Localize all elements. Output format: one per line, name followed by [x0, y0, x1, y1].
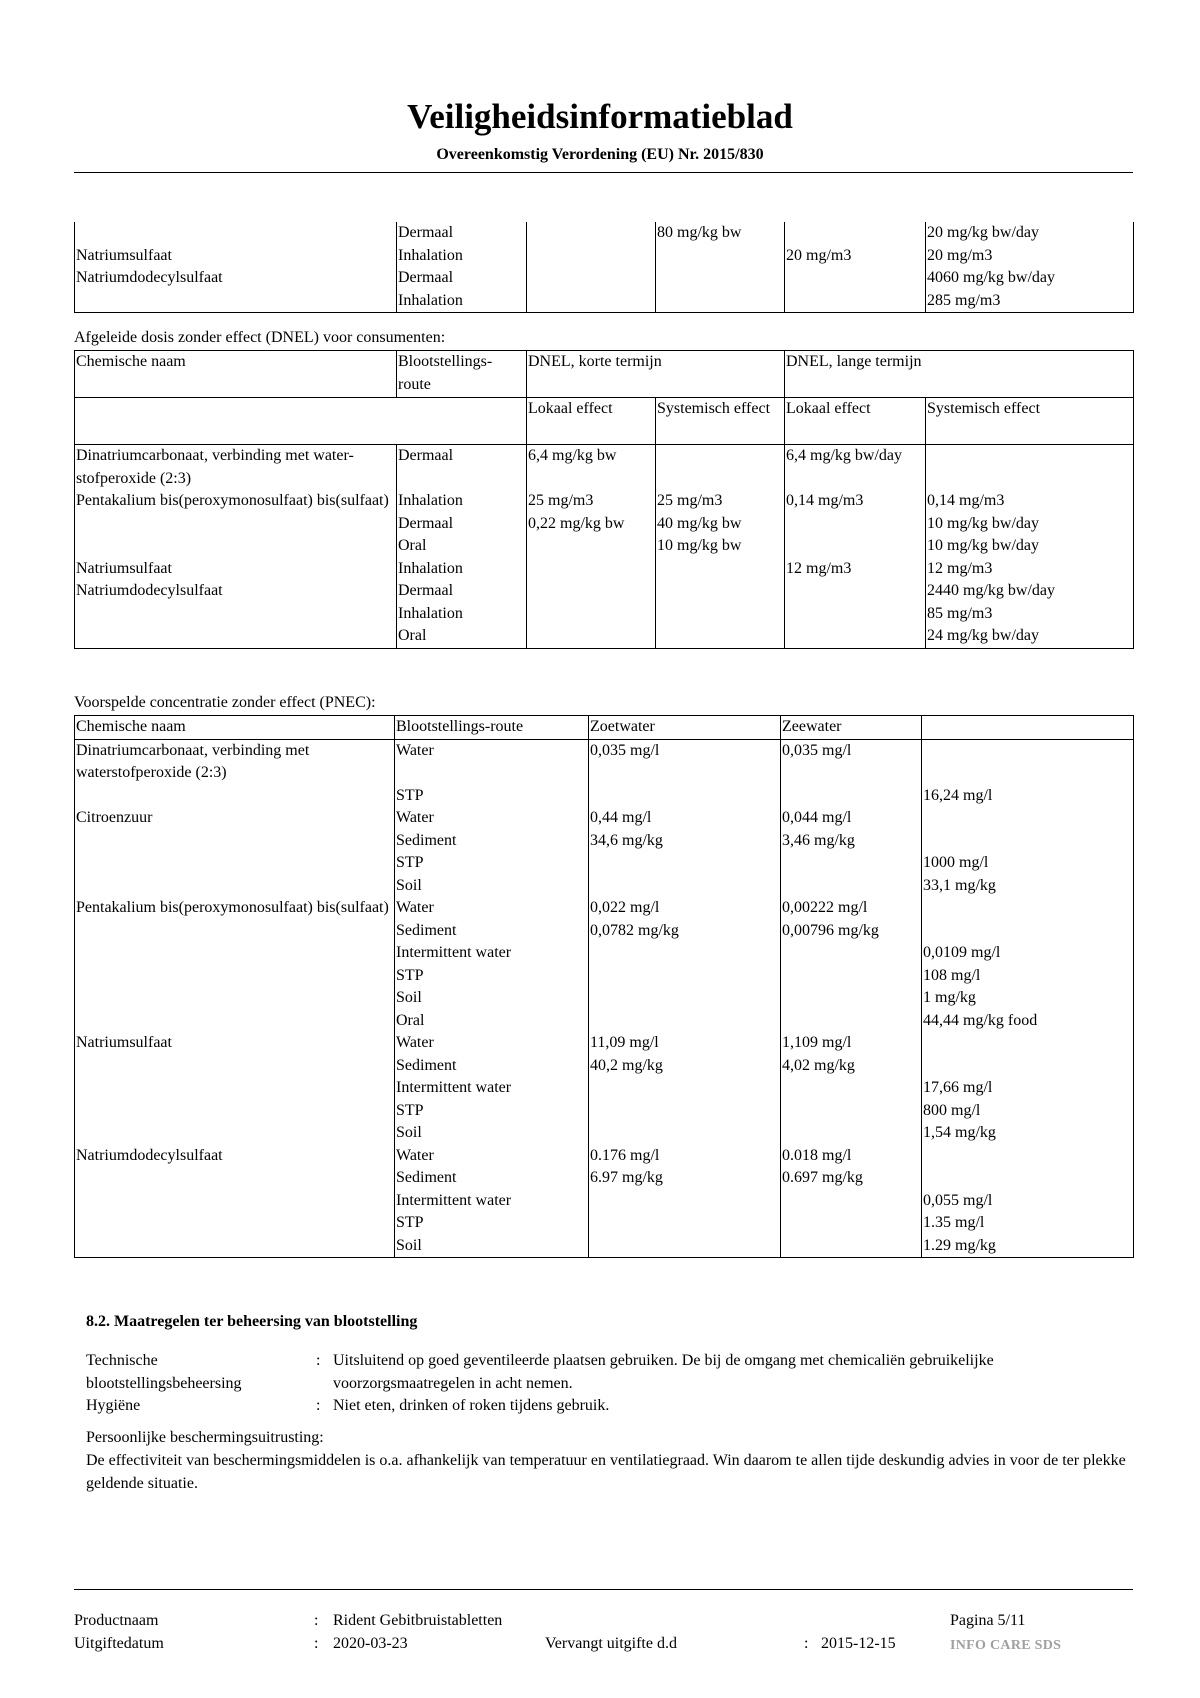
dnel-consumer-table: [74, 350, 1134, 649]
table-cell: [75, 785, 395, 808]
table-cell: 0.176 mg/l: [589, 1145, 781, 1168]
table-cell: Natriumdodecylsulfaat: [75, 580, 397, 603]
table-cell: Soil: [395, 1235, 589, 1258]
table-cell: [589, 785, 781, 808]
table-cell: [589, 1235, 781, 1258]
table-cell: Intermittent water: [395, 1077, 589, 1100]
table-cell: Dinatriumcarbonaat, verbinding met water-stofperoxide (2:3): [75, 445, 397, 491]
table-cell: 17,66 mg/l: [922, 1077, 1134, 1100]
table-cell: Dinatriumcarbonaat, verbinding met waterstofperoxide (2:3): [75, 739, 395, 785]
table-cell: 40,2 mg/kg: [589, 1055, 781, 1078]
ppe-text: De effectiviteit van beschermingsmiddelen is o.a. afhankelijk van temperatuur en ventilatiegraad. Win daarom te allen tijde deskundig advies in voor de ter plekke geldende situatie.: [86, 1452, 1126, 1492]
footer-product-value: Rident Gebitbruistabletten: [333, 1612, 503, 1629]
table-row: [75, 490, 1134, 513]
table-cell: [781, 852, 922, 875]
table-row: [75, 830, 1134, 853]
table-row: [75, 1055, 1134, 1078]
table-row: [75, 603, 1134, 626]
table-cell: [781, 1010, 922, 1033]
hygiene-row: [86, 1395, 1136, 1419]
table-cell: [781, 1212, 922, 1235]
table-cell: [75, 1010, 395, 1033]
table-cell: 4060 mg/kg bw/day: [926, 267, 1134, 290]
table-cell: [75, 830, 395, 853]
table-cell: [75, 603, 397, 626]
table-cell: [785, 513, 926, 536]
table-cell: 44,44 mg/kg food: [922, 1010, 1134, 1033]
table-cell: Water: [395, 807, 589, 830]
table-cell: [527, 625, 656, 648]
table-cell: 33,1 mg/kg: [922, 875, 1134, 898]
footer-rule: [74, 1589, 1133, 1590]
section-8-2-title: 8.2. Maatregelen ter beheersing van blootstelling: [86, 1313, 418, 1330]
dnel-consumer-caption: Afgeleide dosis zonder effect (DNEL) voor consumenten:: [74, 329, 446, 346]
table-cell: [922, 1055, 1134, 1078]
table-cell: Sediment: [395, 1167, 589, 1190]
colon: :: [316, 1397, 321, 1414]
table-cell: [785, 580, 926, 603]
table-cell: [75, 987, 395, 1010]
table-cell: [922, 1167, 1134, 1190]
table-cell: [75, 1167, 395, 1190]
table-cell: [75, 942, 395, 965]
table-cell: 0,14 mg/m3: [926, 490, 1134, 513]
table-cell: Water: [395, 739, 589, 785]
table-cell: Water: [395, 897, 589, 920]
table-cell: 0.018 mg/l: [781, 1145, 922, 1168]
table-cell: [785, 267, 926, 290]
table-cell: [656, 290, 785, 313]
document-subtitle: Overeenkomstig Verordening (EU) Nr. 2015/830: [436, 146, 764, 163]
table-cell: [589, 1077, 781, 1100]
table-cell: [589, 987, 781, 1010]
table-cell: 800 mg/l: [922, 1100, 1134, 1123]
footer-product-label: Productnaam: [74, 1612, 159, 1629]
table-cell: [75, 625, 397, 648]
table-cell: [75, 1190, 395, 1213]
table-cell: Water: [395, 1032, 589, 1055]
table-cell: STP: [395, 785, 589, 808]
table-cell: 0,022 mg/l: [589, 897, 781, 920]
table-cell: 0,044 mg/l: [781, 807, 922, 830]
table-cell: [589, 942, 781, 965]
footer-replaces-value: 2015-12-15: [821, 1635, 896, 1652]
table-cell: [527, 558, 656, 581]
table-cell: [656, 625, 785, 648]
table-cell: Intermittent water: [395, 942, 589, 965]
footer-date-value: 2020-03-23: [333, 1635, 408, 1652]
header-rule: [74, 172, 1133, 173]
table-cell: [922, 830, 1134, 853]
table-cell: Natriumsulfaat: [75, 558, 397, 581]
table-cell: Dermaal: [397, 513, 527, 536]
table-row: [75, 785, 1134, 808]
table-cell: [922, 739, 1134, 785]
header-cell: [75, 398, 527, 445]
table-cell: Sediment: [395, 1055, 589, 1078]
table-cell: [75, 513, 397, 536]
header-cell: Systemisch effect: [656, 398, 785, 445]
table-cell: [589, 1010, 781, 1033]
table-row: [75, 1077, 1134, 1100]
table-cell: [589, 1122, 781, 1145]
table-row: [75, 1167, 1134, 1190]
table-cell: Dermaal: [397, 222, 527, 245]
table-cell: 0,22 mg/kg bw: [527, 513, 656, 536]
table-cell: 4,02 mg/kg: [781, 1055, 922, 1078]
table-row: [75, 739, 1134, 785]
table-cell: 0,00222 mg/l: [781, 897, 922, 920]
table-row: [75, 942, 1134, 965]
table-cell: [781, 965, 922, 988]
table-cell: [75, 1212, 395, 1235]
table-cell: [75, 535, 397, 558]
table-cell: [75, 222, 397, 245]
table-row: [75, 222, 1134, 245]
table-cell: 108 mg/l: [922, 965, 1134, 988]
table-cell: Dermaal: [397, 580, 527, 603]
table-cell: Water: [395, 1145, 589, 1168]
table-cell: [781, 942, 922, 965]
table-cell: Inhalation: [397, 603, 527, 626]
table-cell: 20 mg/kg bw/day: [926, 222, 1134, 245]
table-cell: [785, 290, 926, 313]
table-cell: [922, 807, 1134, 830]
table-row: [75, 1010, 1134, 1033]
table-cell: 1,109 mg/l: [781, 1032, 922, 1055]
table-cell: [527, 580, 656, 603]
table-cell: Dermaal: [397, 445, 527, 491]
table-cell: 80 mg/kg bw: [656, 222, 785, 245]
table-cell: Intermittent water: [395, 1190, 589, 1213]
table-cell: 1,54 mg/kg: [922, 1122, 1134, 1145]
table-cell: [656, 580, 785, 603]
table-cell: Sediment: [395, 830, 589, 853]
table-cell: 1000 mg/l: [922, 852, 1134, 875]
table-cell: 10 mg/kg bw/day: [926, 535, 1134, 558]
table-cell: 25 mg/m3: [527, 490, 656, 513]
header-cell: DNEL, lange termijn: [785, 351, 1134, 398]
hygiene-value: Niet eten, drinken of roken tijdens gebruik.: [333, 1397, 610, 1414]
table-row: [75, 1122, 1134, 1145]
table-cell: 12 mg/m3: [926, 558, 1134, 581]
table-cell: 10 mg/kg bw/day: [926, 513, 1134, 536]
table-cell: [781, 1077, 922, 1100]
table-cell: [75, 920, 395, 943]
table-row: [75, 807, 1134, 830]
table-cell: [781, 875, 922, 898]
colon: :: [314, 1635, 319, 1652]
table-cell: Natriumsulfaat: [75, 245, 397, 268]
table-row: [75, 875, 1134, 898]
table-cell: [781, 1122, 922, 1145]
table-cell: Soil: [395, 1122, 589, 1145]
table-row: [75, 852, 1134, 875]
table-cell: 24 mg/kg bw/day: [926, 625, 1134, 648]
label-line: blootstellingsbeheersing: [86, 1374, 242, 1392]
table-cell: 20 mg/m3: [785, 245, 926, 268]
table-cell: 1.35 mg/l: [922, 1212, 1134, 1235]
table-row: [75, 245, 1134, 268]
table-cell: 0,055 mg/l: [922, 1190, 1134, 1213]
header-cell: Systemisch effect: [926, 398, 1134, 445]
table-cell: [589, 1212, 781, 1235]
table-cell: Inhalation: [397, 490, 527, 513]
table-cell: Soil: [395, 875, 589, 898]
table-row: [75, 987, 1134, 1010]
table-cell: [656, 445, 785, 491]
table-row: [75, 1032, 1134, 1055]
table-cell: 25 mg/m3: [656, 490, 785, 513]
table-row: [75, 1145, 1134, 1168]
table-cell: [527, 245, 656, 268]
table-cell: [922, 920, 1134, 943]
pnec-caption: Voorspelde concentratie zonder effect (PNEC):: [74, 694, 376, 711]
table-cell: [656, 245, 785, 268]
header-cell: Zoetwater: [589, 716, 781, 740]
table-cell: 3,46 mg/kg: [781, 830, 922, 853]
table-cell: [926, 445, 1134, 491]
table-cell: 0,035 mg/l: [781, 739, 922, 785]
table-cell: 285 mg/m3: [926, 290, 1134, 313]
table-row: [75, 920, 1134, 943]
table-cell: [527, 603, 656, 626]
table-row: [75, 1100, 1134, 1123]
colon: :: [314, 1612, 319, 1629]
hygiene-label: Hygiëne: [86, 1397, 141, 1414]
table-row: [75, 1212, 1134, 1235]
table-cell: [922, 1145, 1134, 1168]
table-cell: [785, 603, 926, 626]
table-cell: [781, 785, 922, 808]
table-row: [75, 535, 1134, 558]
table-cell: 34,6 mg/kg: [589, 830, 781, 853]
table-cell: [589, 1100, 781, 1123]
table-cell: [527, 267, 656, 290]
table-cell: [75, 852, 395, 875]
table-cell: Natriumdodecylsulfaat: [75, 267, 397, 290]
header-cell: Chemische naam: [75, 351, 397, 398]
table-cell: 1 mg/kg: [922, 987, 1134, 1010]
table-row: [75, 897, 1134, 920]
table-cell: Dermaal: [397, 267, 527, 290]
table-header: [75, 716, 1134, 740]
table-cell: [527, 290, 656, 313]
table-cell: [922, 1032, 1134, 1055]
table-row: [75, 558, 1134, 581]
table-cell: 16,24 mg/l: [922, 785, 1134, 808]
table-cell: [781, 987, 922, 1010]
table-cell: Inhalation: [397, 290, 527, 313]
table-cell: Sediment: [395, 920, 589, 943]
table-cell: [656, 267, 785, 290]
table-cell: [589, 875, 781, 898]
ppe-label: Persoonlijke beschermingsuitrusting:: [86, 1429, 324, 1446]
table-cell: Inhalation: [397, 245, 527, 268]
table-row: [75, 290, 1134, 313]
table-cell: 0,035 mg/l: [589, 739, 781, 785]
table-cell: [781, 1235, 922, 1258]
table-cell: [75, 965, 395, 988]
table-header: [75, 351, 1134, 398]
table-cell: 0.697 mg/kg: [781, 1167, 922, 1190]
table-row: [75, 625, 1134, 648]
label-line: Technische: [86, 1352, 158, 1369]
table-cell: Oral: [395, 1010, 589, 1033]
table-cell: 85 mg/m3: [926, 603, 1134, 626]
header-cell: DNEL, korte termijn: [527, 351, 785, 398]
header-cell: Blootstellings-route: [397, 351, 527, 398]
brand-logo-text: INFO CARE SDS: [950, 1638, 1062, 1653]
header-cell: Blootstellings-route: [395, 716, 589, 740]
table-cell: 6.97 mg/kg: [589, 1167, 781, 1190]
table-cell: [656, 603, 785, 626]
table-row: [75, 1235, 1134, 1258]
table-cell: Natriumdodecylsulfaat: [75, 1145, 395, 1168]
table-cell: Soil: [395, 987, 589, 1010]
table-cell: [75, 290, 397, 313]
table-row: [75, 445, 1134, 491]
table-cell: 0,00796 mg/kg: [781, 920, 922, 943]
table-cell: [75, 1077, 395, 1100]
technical-controls-value: Uitsluitend op goed geventileerde plaatsen gebruiken. De bij de omgang met chemicaliën gebruikelijke voorzorgsmaatregelen in acht nemen.: [333, 1352, 994, 1392]
table-cell: 10 mg/kg bw: [656, 535, 785, 558]
table-cell: 6,4 mg/kg bw/day: [785, 445, 926, 491]
footer-replaces-label: Vervangt uitgifte d.d: [545, 1635, 677, 1652]
table-cell: [781, 1100, 922, 1123]
colon: :: [804, 1635, 809, 1652]
header-cell: Zeewater: [781, 716, 922, 740]
table-cell: [75, 1122, 395, 1145]
table-cell: STP: [395, 852, 589, 875]
footer-page-number: Pagina 5/11: [950, 1612, 1026, 1629]
table-cell: 0,0782 mg/kg: [589, 920, 781, 943]
table-row: [75, 965, 1134, 988]
document-title: Veiligheidsinformatieblad: [407, 97, 793, 136]
table-cell: 12 mg/m3: [785, 558, 926, 581]
table-cell: Natriumsulfaat: [75, 1032, 395, 1055]
table-cell: 20 mg/m3: [926, 245, 1134, 268]
table-cell: 11,09 mg/l: [589, 1032, 781, 1055]
header-cell: Lokaal effect: [785, 398, 926, 445]
technical-controls-label: [86, 1350, 306, 1395]
table-row: [75, 1190, 1134, 1213]
table-cell: [75, 1100, 395, 1123]
table-cell: 0,44 mg/l: [589, 807, 781, 830]
table-cell: [785, 222, 926, 245]
table-cell: STP: [395, 965, 589, 988]
table-cell: [75, 1235, 395, 1258]
table-cell: [656, 558, 785, 581]
footer-date-label: Uitgiftedatum: [74, 1635, 164, 1652]
table-cell: 0,0109 mg/l: [922, 942, 1134, 965]
table-cell: [922, 897, 1134, 920]
table-cell: STP: [395, 1100, 589, 1123]
table-cell: 1.29 mg/kg: [922, 1235, 1134, 1258]
table-cell: [781, 1190, 922, 1213]
table-cell: STP: [395, 1212, 589, 1235]
table-cell: Oral: [397, 535, 527, 558]
table-cell: 6,4 mg/kg bw: [527, 445, 656, 491]
table-cell: [589, 1190, 781, 1213]
table-cell: Inhalation: [397, 558, 527, 581]
table-cell: [527, 222, 656, 245]
table-cell: Oral: [397, 625, 527, 648]
table-cell: [589, 852, 781, 875]
table-row: [75, 267, 1134, 290]
table-cell: [589, 965, 781, 988]
header-cell: Lokaal effect: [527, 398, 656, 445]
header-cell: [922, 716, 1134, 740]
table-cell: [785, 625, 926, 648]
table-cell: [785, 535, 926, 558]
dnel-worker-continuation-table: [74, 222, 1134, 313]
table-cell: 40 mg/kg bw: [656, 513, 785, 536]
table-cell: [75, 1055, 395, 1078]
table-cell: Citroenzuur: [75, 807, 395, 830]
table-cell: Pentakalium bis(peroxymonosulfaat) bis(sulfaat): [75, 897, 395, 920]
table-row: [75, 513, 1134, 536]
table-subheader: [75, 398, 1134, 445]
header-cell: Chemische naam: [75, 716, 395, 740]
pnec-table: [74, 715, 1134, 1258]
table-cell: Pentakalium bis(peroxymonosulfaat) bis(sulfaat): [75, 490, 397, 513]
table-cell: [75, 875, 395, 898]
table-cell: [527, 535, 656, 558]
colon: :: [316, 1352, 321, 1369]
table-row: [75, 580, 1134, 603]
table-cell: 2440 mg/kg bw/day: [926, 580, 1134, 603]
table-cell: 0,14 mg/m3: [785, 490, 926, 513]
